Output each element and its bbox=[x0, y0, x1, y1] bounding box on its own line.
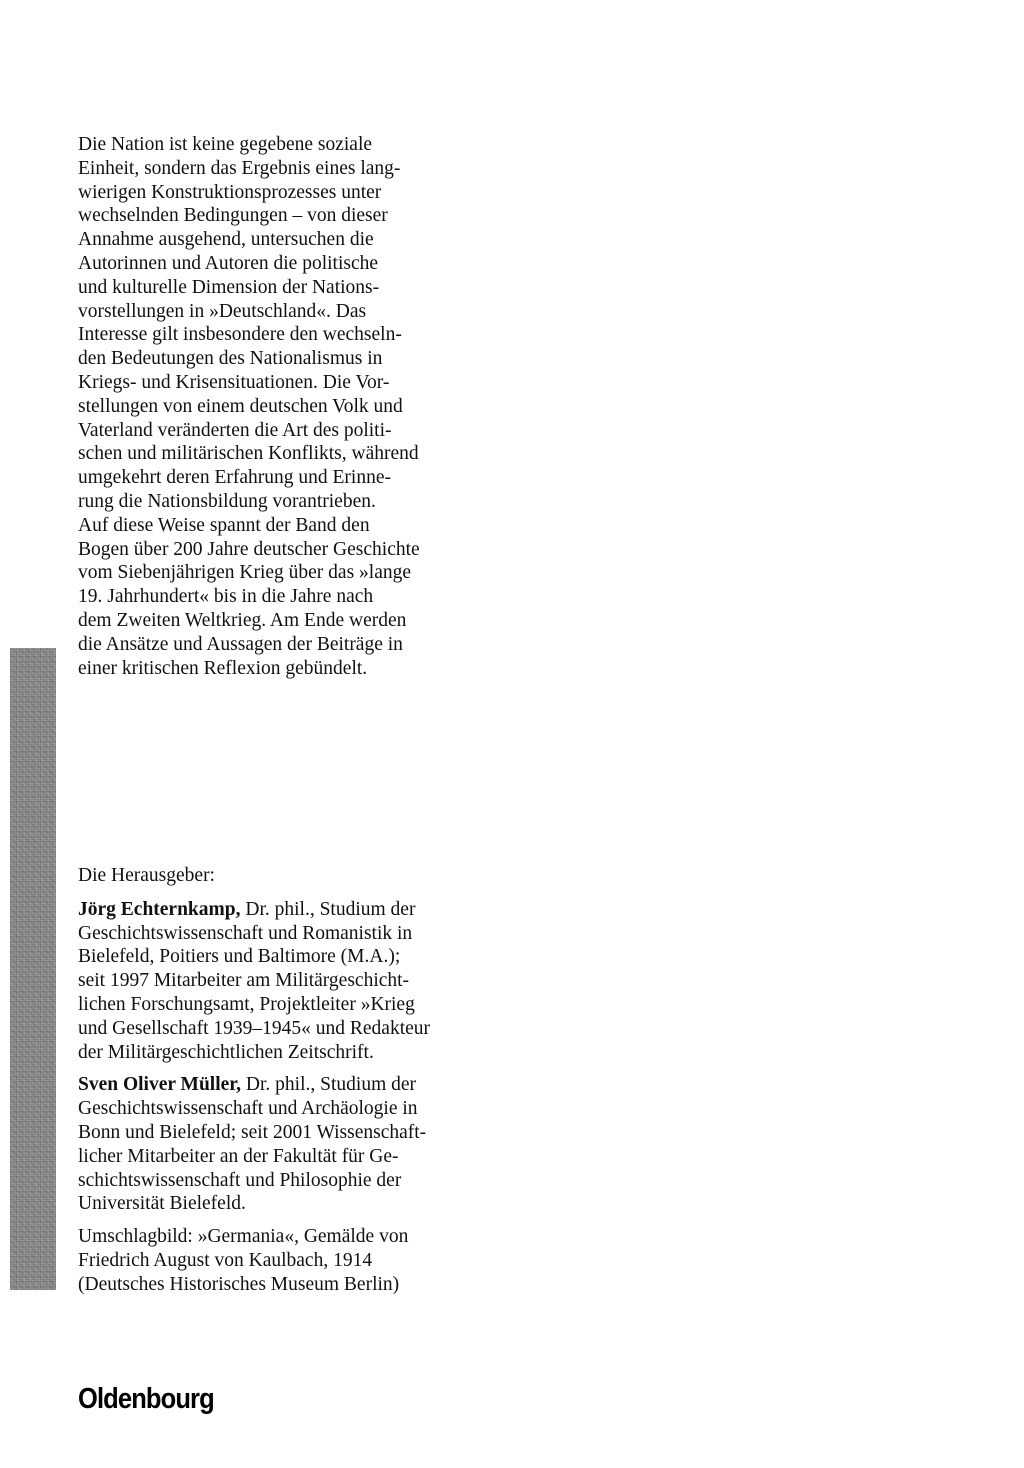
blurb-line: wierigen Konstruktionsprozesses unter bbox=[78, 181, 382, 203]
scanned-spine-edge bbox=[10, 648, 56, 1290]
blurb-line: Autorinnen und Autoren die politische bbox=[78, 252, 379, 274]
bio-line: lichen Forschungsamt, Projektleiter »Krieg bbox=[78, 993, 415, 1015]
blurb-line: rung die Nationsbildung vorantrieben. bbox=[78, 490, 376, 512]
editors-section bbox=[78, 864, 468, 1297]
bio-line bbox=[78, 898, 468, 922]
blurb-line: Kriegs- und Krisensituationen. Die Vor- bbox=[78, 371, 390, 393]
blurb-line: vom Siebenjährigen Krieg über das »lange bbox=[78, 562, 412, 584]
blurb-line: wechselnden Bedingungen – von dieser bbox=[78, 205, 388, 227]
bio-line: seit 1997 Mitarbeiter am Militärgeschicht- bbox=[78, 970, 410, 992]
blurb-line: einer kritischen Reflexion gebündelt. bbox=[78, 657, 368, 679]
credit-line: Friedrich August von Kaulbach, 1914 bbox=[78, 1249, 373, 1271]
bio-text: Dr. phil., Studium der bbox=[240, 898, 416, 920]
blurb-line: Auf diese Weise spannt der Band den bbox=[78, 514, 370, 536]
bio-text: Dr. phil., Studium der bbox=[241, 1074, 417, 1096]
blurb-line: Die Nation ist keine gegebene soziale bbox=[78, 134, 373, 155]
blurb-line: Bogen über 200 Jahre deutscher Geschichte bbox=[78, 538, 420, 560]
publisher-logo: Oldenbourg bbox=[78, 1383, 214, 1415]
bio-line: Geschichtswissenschaft und Romanistik in bbox=[78, 922, 413, 944]
blurb-line: umgekehrt deren Erfahrung und Erinne- bbox=[78, 467, 391, 489]
bio-line: Universität Bielefeld. bbox=[78, 1193, 246, 1215]
bio-line: und Gesellschaft 1939–1945« und Redakteur bbox=[78, 1017, 431, 1039]
bio-line: schichtswissenschaft und Philosophie der bbox=[78, 1169, 402, 1191]
bio-line: licher Mitarbeiter an der Fakultät für Ge- bbox=[78, 1145, 399, 1167]
blurb-line: die Ansätze und Aussagen der Beiträge in bbox=[78, 633, 403, 655]
cover-image-credit bbox=[78, 1225, 468, 1296]
credit-line: (Deutsches Historisches Museum Berlin) bbox=[78, 1273, 400, 1295]
blurb-line: den Bedeutungen des Nationalismus in bbox=[78, 348, 383, 370]
editor-name: Sven Oliver Müller, bbox=[78, 1074, 242, 1096]
blurb-line: 19. Jahrhundert« bis in die Jahre nach bbox=[78, 586, 374, 608]
blurb-text bbox=[78, 133, 468, 680]
blurb-line: vorstellungen in »Deutschland«. Das bbox=[78, 300, 367, 322]
bio-line: Bonn und Bielefeld; seit 2001 Wissenschaft- bbox=[78, 1121, 427, 1143]
editors-heading: Die Herausgeber: bbox=[78, 865, 215, 886]
blurb-line: Vaterland veränderten die Art des politi- bbox=[78, 419, 392, 441]
editor-name: Jörg Echternkamp, bbox=[78, 898, 241, 920]
blurb-line: schen und militärischen Konflikts, während bbox=[78, 443, 419, 465]
bio-line bbox=[78, 1073, 468, 1097]
bio-line: Bielefeld, Poitiers und Baltimore (M.A.); bbox=[78, 946, 401, 968]
blurb-line: Interesse gilt insbesondere den wechseln- bbox=[78, 324, 402, 346]
blurb-line: Einheit, sondern das Ergebnis eines lang- bbox=[78, 157, 401, 179]
blurb-line: stellungen von einem deutschen Volk und bbox=[78, 395, 403, 417]
bio-line: Geschichtswissenschaft und Archäologie in bbox=[78, 1098, 418, 1120]
blurb-line: und kulturelle Dimension der Nations- bbox=[78, 276, 380, 298]
blurb-line: dem Zweiten Weltkrieg. Am Ende werden bbox=[78, 609, 407, 631]
blurb-line: Annahme ausgehend, untersuchen die bbox=[78, 229, 374, 251]
credit-line: Umschlagbild: »Germania«, Gemälde von bbox=[78, 1226, 409, 1248]
editor-bio bbox=[78, 898, 468, 1065]
editor-bio bbox=[78, 1073, 468, 1216]
bio-line: der Militärgeschichtlichen Zeitschrift. bbox=[78, 1041, 374, 1063]
